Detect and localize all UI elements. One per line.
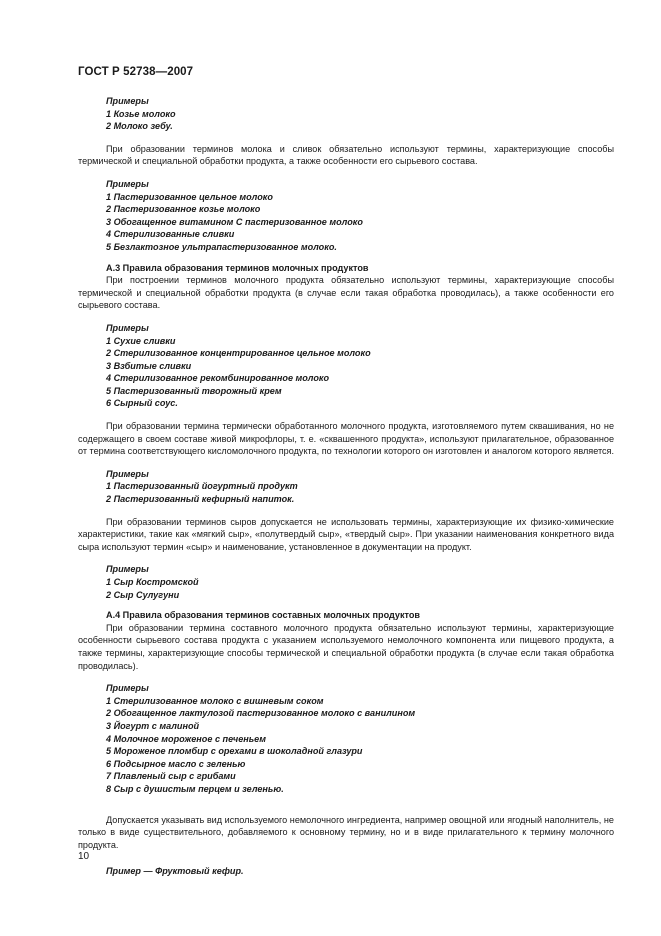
paragraph: Допускается указывать вид используемого немолочного ингредиента, например овощной или ягодный наполнитель, не только в виде существительного, добавляемого к основному термину, но и в виде прилагательного к термину молочного продукта. (78, 814, 614, 850)
example-item: 4 Молочное мороженое с печеньем (106, 733, 266, 744)
example-item: 8 Сыр с душистым перцем и зеленью. (106, 783, 284, 794)
example-item: 1 Сухие сливки (106, 335, 176, 346)
example-item: 3 Обогащенное витамином С пастеризованное молоко (106, 216, 363, 227)
paragraph: При образовании термина термически обработанного молочного продукта, изготовляемого путем сквашивания, но не содержащего в своем составе живой микрофлоры, т. е. «сквашенного продукта», используют прилагательное, образованное от термина соответствующего кисломолочного продукта, по технологии которого он изготовлен и аналогом которого является. (78, 421, 615, 457)
document-body (78, 95, 614, 878)
example-item: 2 Сыр Сулугуни (106, 589, 180, 600)
examples-block-1 (106, 95, 614, 133)
example-item: 5 Мороженое пломбир с орехами в шоколадной глазури (106, 746, 363, 757)
examples-heading: Примеры (106, 178, 149, 189)
paragraph: При образовании термина составного молочного продукта обязательно используют термины, характеризующие особенности сырьевого состава продукта с указанием используемого немолочного компонента или пищевого продукта, а также термины, характеризующие способы термической и специальной обработки продукта (в случае если такая обработка проводилась). (78, 622, 614, 671)
examples-block-5 (106, 563, 614, 601)
example-item: 3 Взбитые сливки (106, 360, 192, 371)
example-item: 6 Подсырное масло с зеленью (106, 758, 246, 769)
examples-block-2 (106, 178, 614, 254)
example-item: 2 Пастеризованный кефирный напиток. (106, 494, 295, 505)
section-heading-a4: А.4 Правила образования терминов составных молочных продуктов (106, 610, 420, 621)
section-heading-a3: А.3 Правила образования терминов молочных продуктов (106, 262, 369, 273)
examples-heading: Примеры (106, 322, 149, 333)
examples-heading: Примеры (106, 468, 149, 479)
example-item: 2 Пастеризованное козье молоко (106, 204, 261, 215)
example-item: 4 Стерилизованное рекомбинированное молоко (106, 373, 330, 384)
examples-heading: Примеры (106, 564, 149, 575)
paragraph: При образовании терминов сыров допускается не использовать термины, характеризующие их физико-химические характеристики, такие как «мягкий сыр», «полутвердый сыр», «твердый сыр». При указании наименования конкретного вида сыра используют термин «сыр» и наименование, установленное в документации на продукт. (78, 516, 614, 552)
example-item: 5 Пастеризованный творожный крем (106, 385, 282, 396)
document-header: ГОСТ Р 52738—2007 (78, 66, 194, 78)
examples-block-6 (106, 682, 614, 795)
examples-block-3 (106, 322, 614, 410)
example-item: 2 Обогащенное лактулозой пастеризованное молоко с ванилином (106, 708, 416, 719)
examples-heading: Примеры (106, 683, 149, 694)
example-item: 2 Молоко зебу. (106, 121, 173, 132)
paragraph: При построении терминов молочного продукта обязательно используют термины, характеризующие способы термической и специальной обработки продукта (в случае если такая обработка проводилась), а также особенности его сырьевого состава. (78, 275, 614, 311)
example-item: 5 Безлактозное ультрапастеризованное молоко. (106, 241, 337, 252)
paragraph: При образовании терминов молока и сливок обязательно используют термины, характеризующие способы термической и специальной обработки продукта, а также особенности его сырьевого состава. (78, 143, 614, 167)
example-item: 1 Козье молоко (106, 108, 176, 119)
page-number: 10 (78, 851, 90, 862)
example-item: 6 Сырный соус. (106, 398, 178, 409)
final-example: Пример — Фруктовый кефир. (106, 866, 244, 877)
examples-heading: Примеры (106, 96, 149, 106)
example-item: 2 Стерилизованное концентрированное цельное молоко (106, 348, 371, 359)
example-item: 3 Йогурт с малиной (106, 720, 200, 731)
example-item: 1 Сыр Костромской (106, 577, 199, 587)
examples-block-4 (106, 468, 614, 506)
example-item: 7 Плавленый сыр с грибами (106, 771, 236, 782)
example-item: 4 Стерилизованные сливки (106, 229, 235, 240)
example-item: 1 Пастеризованный йогуртный продукт (106, 481, 298, 492)
example-item: 1 Пастеризованное цельное молоко (106, 191, 273, 202)
example-item: 1 Стерилизованное молоко с вишневым соком (106, 695, 324, 706)
